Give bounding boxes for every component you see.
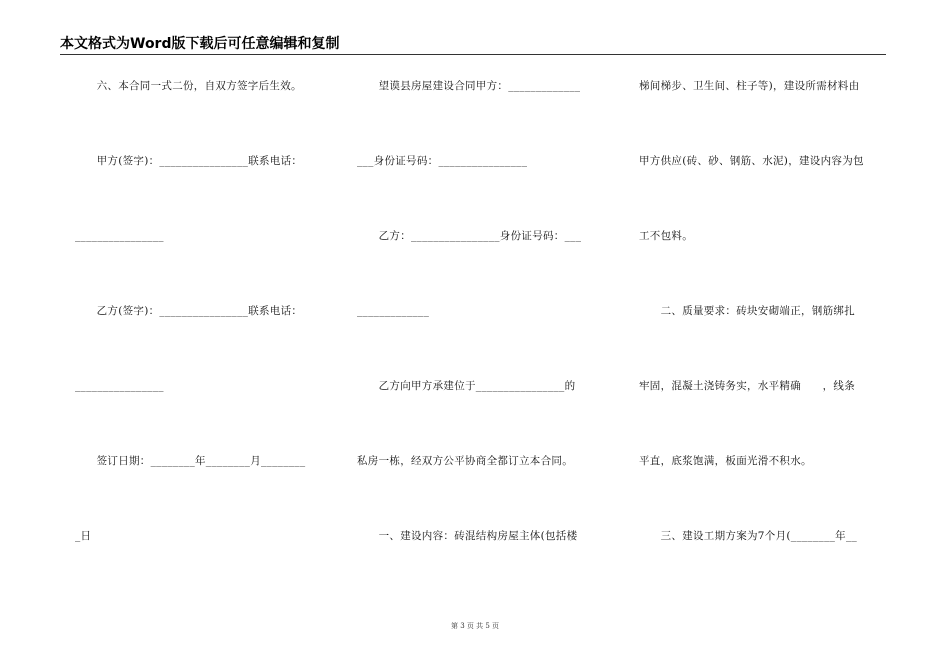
- text-line: ___身份证号码：________________: [357, 155, 528, 167]
- text-line: 私房一栋，经双方公平协商全都订立本合同。: [357, 455, 573, 467]
- text-line: 望谟县房屋建设合同甲方：_____________: [357, 80, 581, 92]
- header-divider: [60, 54, 886, 55]
- page-number-footer: 第 3 页 共 5 页: [450, 622, 500, 630]
- text-line: 乙方：________________身份证号码：___: [357, 230, 582, 242]
- text-line: _日: [75, 530, 92, 542]
- text-line: 一、建设内容：砖混结构房屋主体(包括楼: [357, 530, 578, 542]
- text-line: 乙方向甲方承建位于________________的: [357, 380, 576, 392]
- text-line: 工不包料。: [639, 230, 693, 242]
- text-column-3: [639, 60, 889, 560]
- text-line: 梯间梯步、卫生间、柱子等)，建设所需材料由: [639, 80, 860, 92]
- text-line: 签订日期：________年________月________: [75, 455, 306, 467]
- text-column-1: [75, 60, 335, 560]
- text-line: 乙方(签字)：________________联系电话：: [75, 305, 303, 317]
- text-line: 牢固，混凝土浇铸务实，水平精确 ，线条: [639, 380, 855, 392]
- text-line: _____________: [357, 305, 430, 317]
- document-header-title: 本文格式为Word版下载后可任意编辑和复制: [60, 36, 340, 52]
- text-line: 甲方(签字)：________________联系电话：: [75, 155, 303, 167]
- text-line: 甲方供应(砖、砂、钢筋、水泥)，建设内容为包: [639, 155, 864, 167]
- text-line: 三、建设工期方案为7个月(________年__: [639, 530, 858, 542]
- text-column-2: [357, 60, 607, 560]
- text-line: ________________: [75, 230, 164, 242]
- text-line: 二、质量要求：砖块安砌端正，钢筋绑扎: [639, 305, 855, 317]
- text-line: 平直，底浆饱满，板面光滑不积水。: [639, 455, 812, 467]
- text-line: ________________: [75, 380, 164, 392]
- text-line: 六、本合同一式二份，自双方签字后生效。: [75, 80, 302, 92]
